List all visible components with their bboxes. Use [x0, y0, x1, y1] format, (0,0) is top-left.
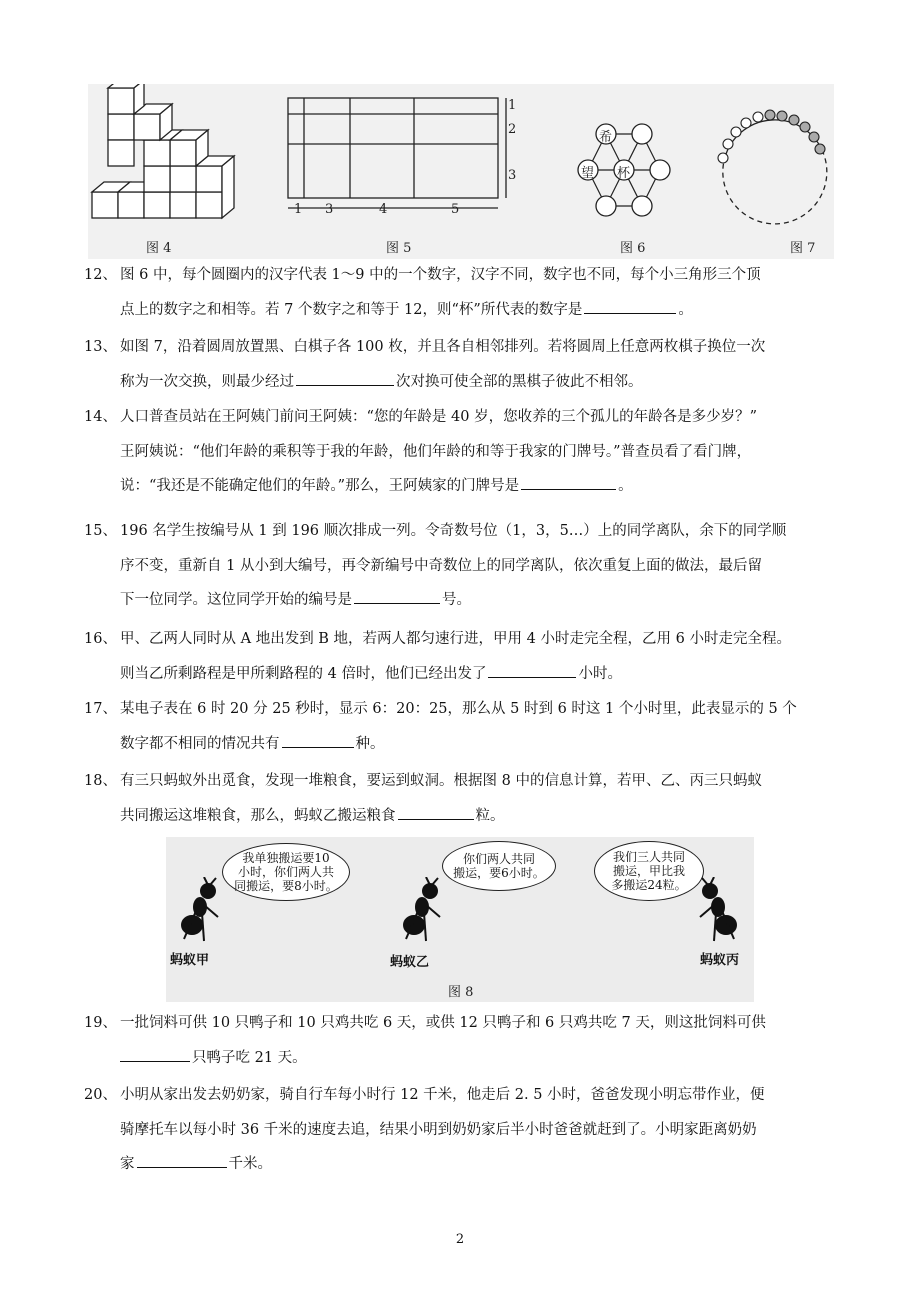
answer-blank[interactable]	[398, 805, 474, 820]
answer-blank[interactable]	[282, 733, 354, 748]
grid-col-2: 3	[325, 202, 334, 217]
ant-name-yi: 蚂蚁乙	[390, 955, 430, 970]
question-text: 号。	[442, 592, 471, 608]
question-text: 点上的数字之和相等。若 7 个数字之和等于 12，则“杯”所代表的数字是	[120, 301, 583, 318]
question-number: 18、	[84, 773, 117, 789]
ant-yi-icon	[396, 877, 446, 945]
answer-blank[interactable]	[296, 371, 394, 386]
question-number: 12、	[84, 267, 117, 283]
figure-8-label: 图 8	[448, 985, 474, 1000]
question-number: 19、	[84, 1015, 117, 1031]
grid-col-3: 4	[379, 202, 388, 217]
question-text: 196 名学生按编号从 1 到 196 顺次排成一列。令奇数号位（1，3，5…）上的同学离队，余下的同学顺	[120, 523, 787, 539]
question-19	[84, 1006, 844, 1075]
question-number: 13、	[84, 339, 117, 355]
speech-line: 搬运，要6小时。	[453, 866, 545, 880]
question-text: 小时。	[578, 665, 622, 682]
grid-col-4: 5	[451, 202, 460, 217]
question-text: 甲、乙两人同时从 A 地出发到 B 地，若两人都匀速行进，甲用 4 小时走完全程，乙用 6 小时走完全程。	[120, 631, 791, 647]
question-text: 千米。	[228, 1156, 272, 1172]
circle-char-xi: 希	[599, 130, 613, 145]
question-text: 如图 7，沿着圆周放置黑、白棋子各 100 枚，并且各自相邻排列。若将圆周上任意两枚棋子换位一次	[120, 339, 766, 355]
answer-blank[interactable]	[120, 1047, 190, 1062]
question-15	[84, 514, 844, 618]
page-number: 2	[455, 1232, 465, 1247]
question-text: 图 6 中，每个圆圈内的汉字代表 1～9 中的一个数字，汉字不同，数字也不同，每个小三角形三个顶	[120, 267, 761, 283]
ant-jia-icon	[174, 877, 224, 945]
question-text: 种。	[355, 735, 385, 752]
speech-bubble-jia	[222, 843, 350, 901]
question-text: 一批饲料可供 10 只鸭子和 10 只鸡共吃 6 天，或供 12 只鸭子和 6 只鸡共吃 7 天，则这批饲料可供	[120, 1015, 766, 1031]
speech-line: 搬运，甲比我	[612, 864, 685, 878]
answer-blank[interactable]	[584, 299, 676, 314]
question-16	[84, 622, 844, 691]
question-text: 有三只蚂蚁外出觅食，发现一堆粮食，要运到蚁洞。根据图 8 中的信息计算，若甲、乙、丙三只蚂蚁	[120, 773, 762, 789]
answer-blank[interactable]	[521, 475, 616, 490]
circle-char-bei: 杯	[617, 166, 631, 181]
grid-row-3: 3	[508, 168, 517, 183]
speech-line: 我单独搬运要10	[242, 851, 330, 865]
question-text: 小明从家出发去奶奶家，骑自行车每小时行 12 千米，他走后 2. 5 小时，爸爸发现小明忘带作业，便	[120, 1087, 765, 1103]
question-text: 。	[618, 478, 633, 494]
speech-bubble-yi	[442, 841, 556, 891]
ant-bing-icon	[694, 877, 744, 945]
answer-blank[interactable]	[137, 1153, 227, 1168]
answer-blank[interactable]	[488, 663, 576, 678]
answer-blank[interactable]	[354, 589, 440, 604]
question-text: 某电子表在 6 时 20 分 25 秒时，显示 6：20：25，那么从 5 时到 6 时这 1 个小时里，此表显示的 5 个	[120, 701, 797, 717]
question-text: 则当乙所剩路程是甲所剩路程的 4 倍时，他们已经出发了	[120, 665, 487, 682]
question-text: 粒。	[475, 807, 505, 824]
question-text: 序不变，重新自 1 从小到大编号，再令新编号中奇数位上的同学离队，依次重复上面的做法，最后留	[120, 557, 762, 574]
grid-figure	[284, 90, 524, 220]
speech-line: 你们两人共同	[462, 852, 535, 866]
speech-line: 小时，你们两人共	[237, 865, 334, 879]
question-number: 14、	[84, 409, 117, 425]
speech-bubble-bing	[594, 841, 704, 901]
question-text: 。	[678, 301, 693, 318]
speech-line: 多搬运24粒。	[611, 878, 687, 892]
question-20	[84, 1078, 844, 1182]
question-number: 15、	[84, 523, 117, 539]
question-text: 共同搬运这堆粮食，那么，蚂蚁乙搬运粮食	[120, 807, 396, 824]
grid-row-2: 2	[508, 122, 517, 137]
ant-name-bing: 蚂蚁丙	[700, 953, 740, 968]
figure-5-label: 图 5	[386, 241, 412, 256]
question-text: 人口普查员站在王阿姨门前问王阿姨：“您的年龄是 40 岁，您收养的三个孤儿的年龄各是多少岁？”	[120, 409, 757, 425]
question-13	[84, 330, 844, 399]
question-text: 称为一次交换，则最少经过	[120, 373, 294, 390]
question-number: 17、	[84, 701, 117, 717]
question-14	[84, 400, 844, 504]
chess-circle-figure	[712, 100, 836, 238]
question-text: 说：“我还是不能确定他们的年龄。”那么，王阿姨家的门牌号是	[120, 478, 520, 494]
question-text: 只鸭子吃 21 天。	[192, 1049, 307, 1066]
figures-4-to-7	[88, 84, 834, 259]
question-17	[84, 692, 844, 761]
ant-name-jia: 蚂蚁甲	[170, 953, 210, 968]
question-text: 骑摩托车以每小时 36 千米的速度去追，结果小明到奶奶家后半小时爸爸就赶到了。小明家距离奶奶	[120, 1121, 757, 1138]
circle-char-wang: 望	[581, 166, 595, 181]
question-text: 家	[120, 1156, 135, 1172]
figure-7-label: 图 7	[790, 241, 816, 256]
question-text: 数字都不相同的情况共有	[120, 735, 280, 752]
grid-row-1: 1	[508, 98, 517, 113]
question-text: 次对换可使全部的黑棋子彼此不相邻。	[396, 373, 643, 390]
question-text: 王阿姨说：“他们年龄的乘积等于我的年龄，他们年龄的和等于我家的门牌号。”普查员看了看门牌，	[120, 443, 752, 460]
question-number: 16、	[84, 631, 117, 647]
grid-col-1: 1	[294, 202, 303, 217]
question-12	[84, 258, 844, 327]
cube-stack-figure	[88, 84, 248, 234]
figure-8-ants	[166, 837, 754, 1002]
figure-6-label: 图 6	[620, 241, 646, 256]
speech-line: 同搬运，要8小时。	[234, 879, 338, 893]
question-number: 20、	[84, 1087, 117, 1103]
question-text: 下一位同学。这位同学开始的编号是	[120, 592, 352, 608]
question-18	[84, 764, 844, 833]
speech-line: 我们三人共同	[612, 850, 685, 864]
figure-4-label: 图 4	[146, 241, 172, 256]
